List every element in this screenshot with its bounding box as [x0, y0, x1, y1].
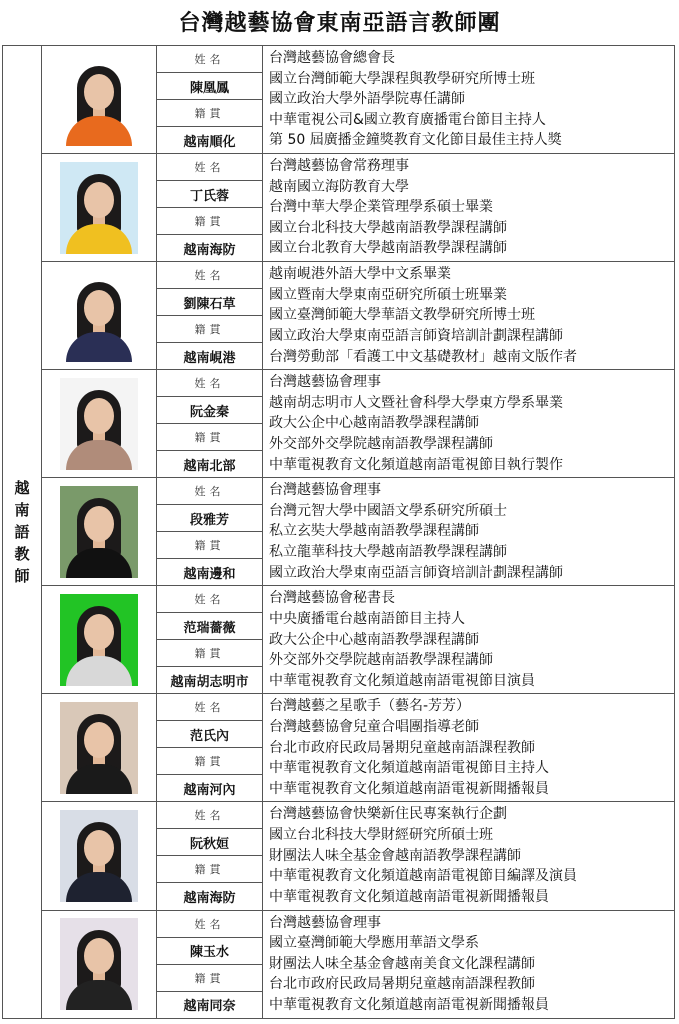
info-line: 中華電視教育文化頻道越南語電視新聞播報員: [269, 888, 549, 905]
teacher-hometown: 越南邊和: [157, 559, 263, 586]
hometown-label: 籍貫: [157, 316, 263, 343]
photo-face: [84, 398, 114, 434]
photo-cell: [42, 262, 157, 370]
teacher-name: 阮金秦: [157, 397, 263, 424]
teacher-row: [3, 478, 675, 505]
info-line: 政大公企中心越南語教學課程講師: [269, 415, 479, 432]
teacher-row: [3, 910, 675, 937]
teacher-hometown: 越南海防: [157, 883, 263, 910]
photo-outfit: [66, 332, 132, 362]
teacher-info: [263, 586, 675, 694]
hometown-label: 籍貫: [157, 424, 263, 451]
photo-cell: [42, 478, 157, 586]
teacher-name: 范瑞薔薇: [157, 613, 263, 640]
teacher-photo: [60, 594, 138, 686]
info-line: 台灣越藝協會兒童合唱團指導老師: [269, 718, 479, 735]
info-line: 第 50 屆廣播金鐘獎教育文化節目最佳主持人獎: [269, 132, 562, 149]
info-line: 中華電視教育文化頻道越南語電視新聞播報員: [269, 996, 549, 1013]
info-line: 台灣越藝協會秘書長: [269, 590, 395, 607]
info-line: 越南國立海防教育大學: [269, 178, 409, 195]
info-line: 台灣越藝協會理事: [269, 482, 381, 499]
teacher-table: [2, 45, 675, 1019]
name-label: 姓名: [157, 478, 263, 505]
teacher-name: 段雅芳: [157, 505, 263, 532]
photo-face: [84, 290, 114, 326]
teacher-hometown: 越南峴港: [157, 343, 263, 370]
info-line: 台灣勞動部「看護工中文基礎教材」越南文版作者: [269, 348, 577, 365]
hometown-label: 籍貫: [157, 640, 263, 667]
info-line: 私立玄奘大學越南語教學課程講師: [269, 523, 479, 540]
name-label: 姓名: [157, 586, 263, 613]
info-line: 台灣越藝協會理事: [269, 914, 381, 931]
info-line: 國立暨南大學東南亞研究所碩士班畢業: [269, 286, 507, 303]
teacher-name: 阮秋姮: [157, 829, 263, 856]
teacher-hometown: 越南河內: [157, 775, 263, 802]
photo-cell: [42, 370, 157, 478]
photo-face: [84, 830, 114, 866]
teacher-photo: [60, 486, 138, 578]
teacher-hometown: 越南海防: [157, 235, 263, 262]
teacher-name: 丁氏蓉: [157, 181, 263, 208]
name-label: 姓名: [157, 154, 263, 181]
photo-face: [84, 506, 114, 542]
info-line: 中華電視教育文化頻道越南語電視節目演員: [269, 672, 535, 689]
info-line: 外交部外交學院越南語教學課程講師: [269, 435, 493, 452]
info-line: 政大公企中心越南語教學課程講師: [269, 631, 479, 648]
photo-face: [84, 614, 114, 650]
info-line: 台灣越藝協會常務理事: [269, 158, 409, 175]
teacher-photo: [60, 378, 138, 470]
photo-outfit: [66, 548, 132, 578]
photo-outfit: [66, 764, 132, 794]
teacher-row: [3, 370, 675, 397]
info-line: 中華電視教育文化頻道越南語電視新聞播報員: [269, 780, 549, 797]
sidebar-char: 南: [14, 501, 30, 519]
info-line: 台灣越藝協會快樂新住民專案執行企劃: [269, 806, 507, 823]
teacher-photo: [60, 810, 138, 902]
info-line: 國立台北科技大學財經研究所碩士班: [269, 827, 493, 844]
teacher-info: [263, 694, 675, 802]
photo-cell: [42, 154, 157, 262]
name-label: 姓名: [157, 262, 263, 289]
info-line: 財團法人味全基金會越南語教學課程講師: [269, 847, 521, 864]
sidebar-label: [3, 477, 41, 587]
photo-outfit: [66, 656, 132, 686]
info-line: 中華電視教育文化頻道越南語電視節目主持人: [269, 760, 549, 777]
teacher-name: 劉陳石草: [157, 289, 263, 316]
teacher-photo: [60, 702, 138, 794]
teacher-hometown: 越南胡志明市: [157, 667, 263, 694]
teacher-row: [3, 46, 675, 73]
sidebar-char: 語: [14, 523, 30, 541]
info-line: 財團法人味全基金會越南美食文化課程講師: [269, 955, 535, 972]
name-label: 姓名: [157, 910, 263, 937]
info-line: 中華電視公司&國立教育廣播電台節目主持人: [269, 111, 546, 128]
photo-outfit: [66, 224, 132, 254]
photo-outfit: [66, 872, 132, 902]
teacher-name: 范氏內: [157, 721, 263, 748]
teacher-photo: [60, 162, 138, 254]
teacher-photo: [60, 270, 138, 362]
photo-cell: [42, 46, 157, 154]
info-line: 台北市政府民政局暑期兒童越南語課程教師: [269, 739, 535, 756]
info-line: 外交部外交學院越南語教學課程講師: [269, 652, 493, 669]
info-line: 台灣越藝之星歌手（藝名-芳芳）: [269, 698, 471, 715]
info-line: 越南胡志明市人文暨社會科學大學東方學系畢業: [269, 394, 563, 411]
hometown-label: 籍貫: [157, 532, 263, 559]
hometown-label: 籍貫: [157, 100, 263, 127]
photo-face: [84, 74, 114, 110]
photo-face: [84, 938, 114, 974]
photo-cell: [42, 802, 157, 910]
photo-outfit: [66, 440, 132, 470]
photo-cell: [42, 910, 157, 1019]
hometown-label: 籍貫: [157, 964, 263, 991]
info-line: 國立政治大學東南亞語言師資培訓計劃課程講師: [269, 327, 563, 344]
teacher-info: [263, 478, 675, 586]
photo-outfit: [66, 116, 132, 146]
teacher-row: [3, 802, 675, 829]
teacher-row: [3, 694, 675, 721]
teacher-row: [3, 154, 675, 181]
name-label: 姓名: [157, 802, 263, 829]
teacher-hometown: 越南北部: [157, 451, 263, 478]
photo-face: [84, 722, 114, 758]
teacher-info: [263, 910, 675, 1019]
teacher-info: [263, 802, 675, 910]
sidebar-char: 越: [14, 479, 30, 497]
info-line: 國立台灣師範大學課程與教學研究所博士班: [269, 70, 535, 87]
info-line: 國立台北教育大學越南語教學課程講師: [269, 240, 507, 257]
page-title: 台灣越藝協會東南亞語言教師團: [178, 11, 501, 36]
info-line: 國立臺灣師範大學華語文教學研究所博士班: [269, 307, 535, 324]
teacher-info: [263, 46, 675, 154]
hometown-label: 籍貫: [157, 208, 263, 235]
photo-outfit: [66, 980, 132, 1010]
info-line: 私立龍華科技大學越南語教學課程講師: [269, 544, 507, 561]
info-line: 台北市政府民政局暑期兒童越南語課程教師: [269, 976, 535, 993]
name-label: 姓名: [157, 370, 263, 397]
teacher-info: [263, 154, 675, 262]
teacher-name: 陳玉水: [157, 937, 263, 964]
info-line: 中華電視教育文化頻道越南語電視節目編譯及演員: [269, 868, 577, 885]
teacher-info: [263, 370, 675, 478]
info-line: 台灣元智大學中國語文學系研究所碩士: [269, 502, 507, 519]
sidebar-char: 教: [14, 545, 30, 563]
photo-cell: [42, 586, 157, 694]
info-line: 越南峴港外語大學中文系畢業: [269, 266, 451, 283]
info-line: 國立台北科技大學越南語教學課程講師: [269, 219, 507, 236]
teacher-photo: [60, 918, 138, 1010]
info-line: 國立政治大學外語學院專任講師: [269, 91, 465, 108]
teacher-photo: [60, 54, 138, 146]
photo-cell: [42, 694, 157, 802]
teacher-row: [3, 262, 675, 289]
sidebar-cell: [3, 46, 42, 1019]
info-line: 中華電視教育文化頻道越南語電視節目執行製作: [269, 456, 563, 473]
teacher-hometown: 越南順化: [157, 127, 263, 154]
name-label: 姓名: [157, 694, 263, 721]
teacher-name: 陳凰鳳: [157, 73, 263, 100]
hometown-label: 籍貫: [157, 856, 263, 883]
photo-face: [84, 182, 114, 218]
info-line: 台灣越藝協會總會長: [269, 50, 395, 66]
sidebar-char: 師: [14, 567, 30, 585]
hometown-label: 籍貫: [157, 748, 263, 775]
teacher-hometown: 越南同奈: [157, 991, 263, 1018]
info-line: 國立臺灣師範大學應用華語文學系: [269, 935, 479, 952]
name-label: 姓名: [157, 46, 263, 73]
info-line: 台灣中華大學企業管理學系碩士畢業: [269, 199, 493, 216]
teacher-info: [263, 262, 675, 370]
info-line: 台灣越藝協會理事: [269, 374, 381, 391]
info-line: 國立政治大學東南亞語言師資培訓計劃課程講師: [269, 564, 563, 581]
teacher-row: [3, 586, 675, 613]
info-line: 中央廣播電台越南語節目主持人: [269, 610, 465, 627]
